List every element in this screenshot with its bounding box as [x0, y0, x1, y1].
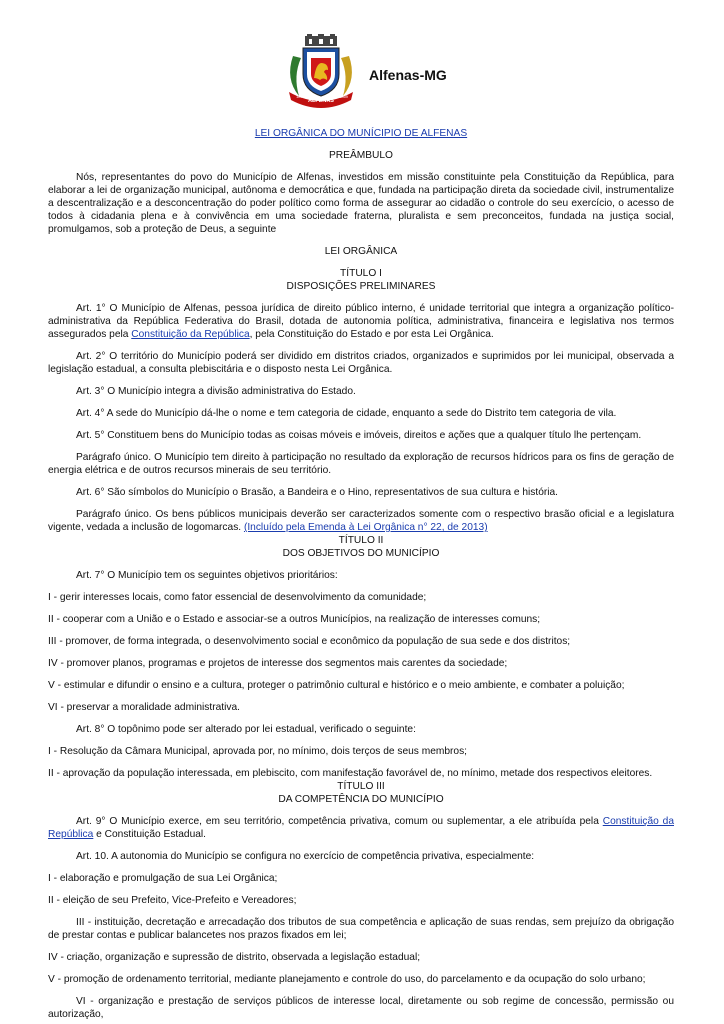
- article-5-paragraph: Parágrafo único. O Município tem direito à participação no resultado da exploração de recursos hídricos para os fins de geração de energia elétrica e de outros recursos minerais de seu território.: [48, 452, 674, 476]
- article-7-item-iv: IV - promover planos, programas e projetos de interesse dos segmentos mais carentes da sociedade;: [48, 658, 508, 669]
- article-10-item-ii: II - eleição de seu Prefeito, Vice-Prefeito e Vereadores;: [48, 895, 297, 906]
- document-body: [48, 127, 674, 1021]
- article-9: Art. 9° O Município exerce, em seu território, competência privativa, comum ou suplementar, a ele atribuída pela Constituição da República e Constituição Estadual.: [48, 816, 674, 840]
- title-2-heading: TÍTULO II: [338, 535, 384, 546]
- article-2: Art. 2° O território do Município poderá ser dividido em distritos criados, organizados e suprimidos por lei municipal, observada a legislação estadual, a consulta plebiscitária e o disposto nesta Lei Orgânica.: [48, 351, 674, 375]
- article-7-item-i: I - gerir interesses locais, como fator essencial de desenvolvimento da comunidade;: [48, 592, 427, 603]
- amendment-link[interactable]: (Incluído pela Emenda à Lei Orgânica n° 22, de 2013): [243, 522, 488, 533]
- title-3-heading: TÍTULO III: [337, 781, 385, 792]
- article-1: Art. 1° O Município de Alfenas, pessoa jurídica de direito público interno, é unidade territorial que integra a organização político-administrativa da República Federativa do Brasil, dotada de autonomia política, administrativa, financeira e legislativa nos termos assegurados pela Constituição da República, pela Constituição do Estado e por esta Lei Orgânica.: [48, 303, 674, 340]
- article-6-paragraph: Parágrafo único. Os bens públicos municipais deverão ser caracterizados somente com o respectivo brasão oficial e a legislatura vigente, vedada a inclusão de logomarcas. (Incluído pela Emenda à Lei Orgânica n° 22, de 2013): [48, 509, 674, 533]
- article-10-item-v: V - promoção de ordenamento territorial, mediante planejamento e controle do uso, do parcelamento e da ocupação do solo urbano;: [48, 974, 646, 985]
- article-3: Art. 3° O Município integra a divisão administrativa do Estado.: [76, 386, 356, 397]
- article-10-item-iv: IV - criação, organização e supressão de distrito, observada a legislação estadual;: [48, 952, 421, 963]
- coat-of-arms-icon: [283, 34, 359, 108]
- article-4: Art. 4° A sede do Município dá-lhe o nome e tem categoria de cidade, enquanto a sede do Distrito tem categoria de vila.: [76, 408, 617, 419]
- svg-text:1871: 1871: [296, 94, 305, 99]
- article-10-item-iii: III - instituição, decretação e arrecadação dos tributos de sua competência e aplicação de suas rendas, sem prejuízo da obrigação de prestar contas e publicar balancetes nos prazos fixados em lei;: [48, 917, 674, 941]
- svg-text:1869: 1869: [339, 94, 348, 99]
- article-7: Art. 7° O Município tem os seguintes objetivos prioritários:: [76, 570, 338, 581]
- article-8-item-ii: II - aprovação da população interessada, em plebiscito, com manifestação favorável de, no mínimo, metade dos respectivos eleitores.: [48, 768, 653, 779]
- article-5: Art. 5° Constituem bens do Município todas as coisas móveis e imóveis, direitos e ações que a qualquer título lhe pertençam.: [76, 430, 642, 441]
- city-title: Alfenas-MG: [369, 67, 447, 83]
- constitution-link-2[interactable]: Constituição da República: [48, 816, 674, 840]
- article-6: Art. 6° São símbolos do Município o Brasão, a Bandeira e o Hino, representativos de sua cultura e história.: [76, 487, 559, 498]
- title-2-subheading: DOS OBJETIVOS DO MUNICÍPIO: [282, 548, 440, 559]
- article-7-item-vi: VI - preservar a moralidade administrativa.: [48, 702, 240, 713]
- article-7-item-v: V - estimular e difundir o ensino e a cultura, proteger o patrimônio cultural e histórico e o meio ambiente, e combater a poluição;: [48, 680, 625, 691]
- law-heading: LEI ORGÂNICA: [324, 246, 398, 257]
- article-7-item-ii: II - cooperar com a União e o Estado e associar-se a outros Municípios, na realização de interesses comuns;: [48, 614, 541, 625]
- article-10: Art. 10. A autonomia do Município se configura no exercício de competência privativa, especialmente:: [76, 851, 535, 862]
- article-10-item-i: I - elaboração e promulgação de sua Lei Orgânica;: [48, 873, 278, 884]
- page-header: [0, 0, 724, 118]
- title-3-subheading: DA COMPETÊNCIA DO MUNICÍPIO: [278, 794, 444, 805]
- svg-text:ALFENAS: ALFENAS: [308, 98, 334, 104]
- article-8: Art. 8° O topônimo pode ser alterado por lei estadual, verificado o seguinte:: [76, 724, 416, 735]
- article-8-item-i: I - Resolução da Câmara Municipal, aprovada por, no mínimo, dois terços de seus membros;: [48, 746, 468, 757]
- law-title-link[interactable]: LEI ORGÂNICA DO MUNÍCIPIO DE ALFENAS: [254, 128, 468, 139]
- preamble-text: Nós, representantes do povo do Município de Alfenas, investidos em missão constituinte pela Constituição da República, para elaborar a lei de organização municipal, autônoma e democrática e que, fundada na participação direta da sociedade civil, instrumentalize a descentralização e a desconcentração do poder político como forma de assegurar ao cidadão o controle do seu exercício, o acesso de todos à cidadania plena e à convivência em uma sociedade fraterna, pluralista e sem preconceitos, fundada na justiça social, promulgamos, sob a proteção de Deus, a seguinte: [48, 172, 674, 235]
- constitution-link[interactable]: Constituição da República: [131, 329, 250, 340]
- article-10-item-vi: VI - organização e prestação de serviços públicos de interesse local, diretamente ou sob regime de concessão, permissão ou autorização,: [48, 996, 674, 1020]
- title-1-heading: TÍTULO I: [340, 268, 382, 279]
- preamble-heading: PREÂMBULO: [329, 150, 393, 161]
- title-1-subheading: DISPOSIÇÕES PRELIMINARES: [286, 281, 436, 292]
- article-7-item-iii: III - promover, de forma integrada, o desenvolvimento social e econômico da população de sua sede e dos distritos;: [48, 636, 571, 647]
